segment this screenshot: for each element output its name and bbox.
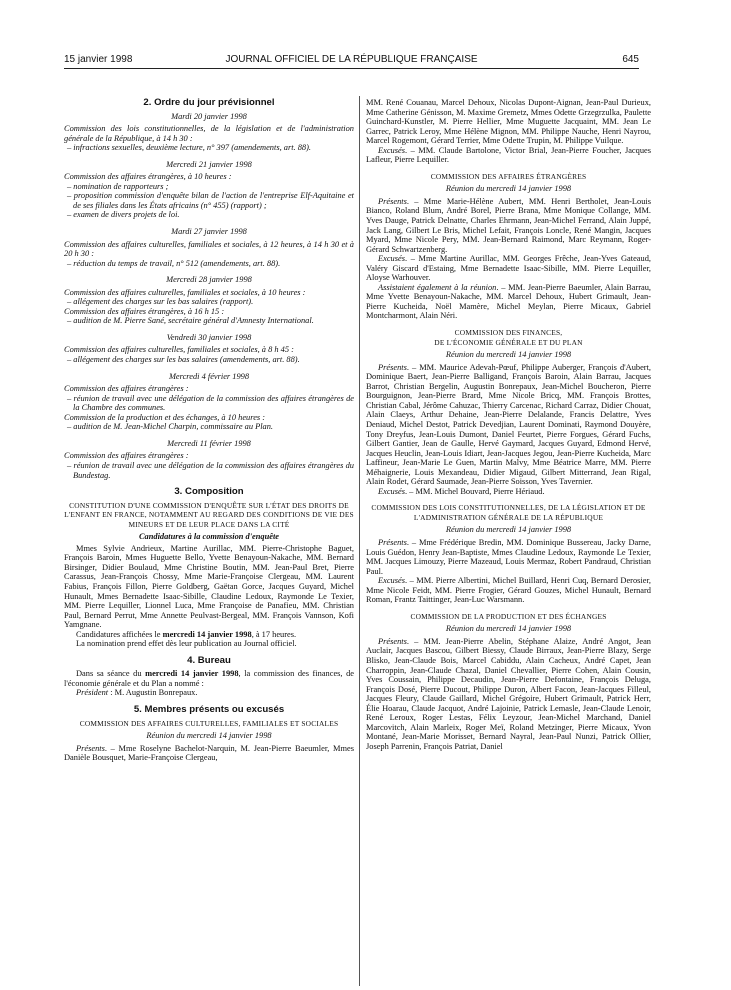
excused-list: . – MM. Claude Bartolone, Victor Brial, Jean-Pierre Foucher, Jacques Lafleur, Pierre Lequiller. xyxy=(366,145,651,165)
candidates-list: Mmes Sylvie Andrieux, Martine Aurillac, MM. Pierre-Christophe Baguet, François Baroin, Mmes Huguette Bello, Yvette Benayoun-Nakache, MM. Bernard Birsinger, Didier Boulaud, Mme Christine Boutin, MM. Jean-Paul Bret, Pierre Carassus, Jean-François Chossy, Mme Marie-Françoise Clergeau, MM. Laurent Fabius, François Fillon, Pierre Goldberg, Gaëtan Gorce, Jacques Guyard, Michel Hunault, Mmes Bernadette Isaac-Sibille, Claudine Ledoux, Raymonde Le Texier, MM. Pierre Lequiller, Lionnel Luca, Mme Françoise de Panafieu, MM. Christian Paul, Bernard Perrut, Mme Annette Peulvast-Bergeal, MM. François Vannson, Kofi Yamgnane. xyxy=(64,543,354,630)
section-title-bureau: 4. Bureau xyxy=(187,654,231,666)
meeting-date: Réunion du mercredi 14 janvier 1998 xyxy=(146,731,272,741)
agenda-item: – allégement des charges sur les bas salaires (amendements, art. 88). xyxy=(67,355,300,365)
agenda-item: – proposition commission d'enquête bilan de l'action de l'entreprise Elf-Aquitaine et de ses filiales dans les États africains (n° 455) (rapport) ; xyxy=(67,191,354,210)
agenda-date: Mercredi 28 janvier 1998 xyxy=(166,275,252,285)
bureau-text xyxy=(64,669,354,688)
present-members xyxy=(64,744,354,763)
agenda-item: – infractions sexuelles, deuxième lecture, n° 397 (amendements, art. 88). xyxy=(67,143,311,153)
agenda-item: – allégement des charges sur les bas salaires (rapport). xyxy=(67,297,254,307)
nomination-notice: La nomination prend effet dès leur publication au Journal officiel. xyxy=(76,639,297,649)
present-members-continued: MM. René Couanau, Marcel Dehoux, Nicolas Dupont-Aignan, Jean-Paul Durieux, Mme Catherine Génisson, M. Maxime Gremetz, Mmes Odette Grzegrzulka, Paulette Guinchard-Kunstler, M. Pierre Hellier, Mme Muguette Jacquaint, MM. Jean Le Garrec, Patrick Leroy, Mme Hélène Mignon, MM. Philippe Nauche, Henri Nayrou, Marcel Rogemont, Gérard Terrier, Mme Odette Trupin, M. Philippe Vuilque. xyxy=(366,98,651,146)
commission-title: COMMISSION DES AFFAIRES ÉTRANGÈRES xyxy=(430,171,587,181)
present-members xyxy=(366,538,651,576)
agenda-commission: Commission des affaires culturelles, familiales et sociales, à 8 h 45 : xyxy=(64,345,294,355)
meeting-date: Réunion du mercredi 14 janvier 1998 xyxy=(445,350,572,360)
excused-list: . – Mme Martine Aurillac, MM. Georges Frêche, Jean-Yves Gateaud, Valéry Giscard d'Estaing, Mme Bernadette Isaac-Sibille, MM. Pierre Lequiller, Aloyse Warhouver. xyxy=(366,254,651,283)
candidatures-notice xyxy=(64,630,354,640)
agenda-commission: Commission des affaires étrangères : xyxy=(64,451,189,461)
commission-title: COMMISSION DE LA PRODUCTION ET DES ÉCHANGES xyxy=(410,611,607,621)
meeting-date: Réunion du mercredi 14 janvier 1998 xyxy=(445,624,572,634)
bureau-text-a: Dans sa séance du xyxy=(76,669,146,679)
page-header xyxy=(64,52,639,68)
agenda-date: Mercredi 4 février 1998 xyxy=(168,371,250,381)
agenda-item: – réunion de travail avec une délégation de la commission des affaires étrangères de la Chambre des communes. xyxy=(67,393,354,413)
present-members xyxy=(366,637,651,752)
commission-title-line2: DE L'ÉCONOMIE GÉNÉRALE ET DU PLAN xyxy=(434,337,583,347)
section-title-members: 5. Membres présents ou excusés xyxy=(133,703,285,715)
excused-label: Excusés xyxy=(378,576,405,586)
excused-members xyxy=(366,254,651,283)
agenda-date: Mardi 27 janvier 1998 xyxy=(171,227,247,237)
section-title-agenda: 2. Ordre du jour prévisionnel xyxy=(143,97,275,108)
present-label: Présents xyxy=(76,743,105,753)
agenda-date: Mardi 20 janvier 1998 xyxy=(171,111,247,121)
notice-text: Candidatures affichées le xyxy=(76,629,163,639)
president-name: : M. Augustin Bonrepaux. xyxy=(108,688,198,698)
agenda-commission: Commission des affaires culturelles, familiales et sociales, à 10 heures : xyxy=(64,287,306,297)
header-date: 15 janvier 1998 xyxy=(64,54,133,65)
excused-label: Excusés xyxy=(378,486,405,496)
agenda-date: Mercredi 11 février 1998 xyxy=(167,438,251,448)
bureau-president xyxy=(64,688,354,698)
present-list: . – Mme Marie-Hélène Aubert, MM. Henri Bertholet, Jean-Louis Bianco, Roland Blum, André Borel, Pierre Brana, Mme Monique Collange, MM. Yves Dauge, Patrick Delnatte, Charles Ehrmann, Jean-Michel Ferrand, Alain Juppé, Jack Lang, Gilbert Le Bris, Michel Lefait, François Loncle, René Mangin, Jacques Myard, Mme Nicole Pery, MM. Jean-Bernard Raimond, Marc Reymann, Roger-Gérard Schwartzenberg. xyxy=(366,196,651,254)
present-label: Présents xyxy=(378,636,407,646)
agenda-commission: Commission des affaires culturelles, familiales et sociales, à 12 heures, à 14 h 30 et à 20 h 30 : xyxy=(64,239,354,259)
present-list: . – Mme Roselyne Bachelot-Narquin, M. Jean-Pierre Baeumler, Mmes Danièle Bousquet, Marie-Françoise Clergeau, xyxy=(64,743,354,763)
left-column xyxy=(64,98,354,763)
meeting-date: Réunion du mercredi 14 janvier 1998 xyxy=(445,525,572,535)
commission-title: COMMISSION DES AFFAIRES CULTURELLES, FAMILIALES ET SOCIALES xyxy=(79,718,339,728)
bureau-date: mercredi 14 janvier 1998 xyxy=(145,669,239,679)
agenda-commission: Commission des lois constitutionnelles, de la législation et de l'administration générale de la République, à 14 h 30 : xyxy=(64,124,354,143)
agenda-commission: Commission de la production et des échanges, à 10 heures : xyxy=(64,412,266,422)
header-page-number: 645 xyxy=(622,54,639,65)
excused-label: Excusés xyxy=(378,145,405,155)
attending-members xyxy=(366,283,651,321)
commission-title: CONSTITUTION D'UNE COMMISSION D'ENQUÊTE SUR L'ÉTAT DES DROITS DE L'ENFANT EN FRANCE, NOTAMMENT AU REGARD DES CONDITIONS DE VIE DES MINEURS ET DE LEUR PLACE DANS LA CITÉ xyxy=(64,500,354,529)
excused-list: . – MM. Pierre Albertini, Michel Buillard, Henri Cuq, Bernard Derosier, Mme Nicole Feidt, MM. Pierre Frogier, Gérard Gouzes, Michel Hunault, Bernard Roman, Frantz Taittinger, Jean-Luc Warsmann. xyxy=(366,576,651,605)
agenda-date: Vendredi 30 janvier 1998 xyxy=(166,332,252,342)
commission-title: COMMISSION DES FINANCES, xyxy=(454,328,563,338)
present-label: Présents xyxy=(378,362,407,372)
excused-members xyxy=(366,576,651,605)
agenda-item: – audition de M. Jean-Michel Charpin, commissaire au Plan. xyxy=(67,422,274,432)
present-label: Présents xyxy=(378,196,407,206)
commission-title: COMMISSION DES LOIS CONSTITUTIONNELLES, DE LA LÉGISLATION ET DE L'ADMINISTRATION GÉNÉRALE DE LA RÉPUBLIQUE xyxy=(371,503,646,522)
column-divider xyxy=(359,96,360,986)
present-label: Présents xyxy=(378,537,407,547)
agenda-item: – audition de M. Pierre Sané, secrétaire général d'Amnesty International. xyxy=(67,316,314,326)
present-members xyxy=(366,197,651,254)
present-members xyxy=(366,363,651,487)
agenda-date: Mercredi 21 janvier 1998 xyxy=(166,159,252,169)
present-list: . – MM. Jean-Pierre Abelin, Stéphane Alaize, André Angot, Jean Auclair, Jacques Bascou, Gilbert Biessy, Claude Birraux, Jean-Pierre Blazy, Serge Blisko, Jean-Claude Bois, Marcel Cabiddu, Alain Cacheux, André Capet, Jean Charroppin, Jean-Claude Chazal, Daniel Chevallier, Pierre Cohen, Alain Cousin, Yves Coussain, Philippe Decaudin, Jean-Pierre Defontaine, François Deluga, François Dosé, Pierre Ducout, Philippe Duron, Albert Facon, Jean-Jacques Filleul, Jacques Fleury, Claude Gaillard, Michel Grégoire, Hubert Grimault, Patrick Herr, Élie Hoarau, Claude Jacquot, André Lajoinie, Patrick Lemasle, Jean-Claude Lenoir, René Leroux, Roger Lestas, Félix Leyzour, Jean-Michel Marchand, Daniel Marcovitch, Alain Marleix, Roger Meï, Roland Metzinger, Pierre Micaux, Yvon Montané, Jean-Marie Morisset, Bernard Nayral, Jean-Paul Nunzi, Patrick Ollier, Joseph Parrenin, François Patriat, Daniel xyxy=(366,636,651,751)
header-rule xyxy=(64,68,639,69)
excused-members xyxy=(366,487,651,497)
bureau-text-c: , la commission des finances, de l'économie générale et du Plan a nommé : xyxy=(64,669,354,688)
excused-members xyxy=(366,146,651,165)
attending-label: Assistaient également à la réunion xyxy=(378,282,497,292)
president-label: Président xyxy=(76,688,109,698)
agenda-item: – réduction du temps de travail, n° 512 (amendements, art. 88). xyxy=(67,258,281,268)
agenda-item: – examen de divers projets de loi. xyxy=(67,210,180,220)
agenda-commission: Commission des affaires étrangères, à 16 h 15 : xyxy=(64,306,225,316)
present-list: . – Mme Frédérique Bredin, MM. Dominique Bussereau, Jacky Darne, Louis Guédon, Henry Jean-Baptiste, Mmes Claudine Ledoux, Raymonde Le Texier, MM. Jacques Limouzy, Pierre Mazeaud, Louis Mermaz, Robert Pandraud, Christian Paul. xyxy=(366,537,651,576)
meeting-date: Réunion du mercredi 14 janvier 1998 xyxy=(445,184,572,194)
candidatures-subtitle: Candidatures à la commission d'enquête xyxy=(138,532,280,542)
header-journal-title: JOURNAL OFFICIEL DE LA RÉPUBLIQUE FRANÇAISE xyxy=(225,54,478,65)
agenda-commission: Commission des affaires étrangères, à 10 heures : xyxy=(64,172,232,182)
attending-list: . – MM. Jean-Pierre Baeumler, Alain Barrau, Mme Yvette Benayoun-Nakache, MM. Marcel Dehoux, Hubert Grimault, Jean-Pierre Kucheida, Noël Mamère, Michel Meylan, Pierre Micaux, Gabriel Montcharmont, Alain Néri. xyxy=(366,282,651,321)
agenda-commission: Commission des affaires étrangères : xyxy=(64,384,189,394)
excused-list: . – MM. Michel Bouvard, Pierre Hériaud. xyxy=(404,486,545,496)
right-column xyxy=(366,98,651,751)
agenda-item: – réunion de travail avec une délégation de la commission des affaires étrangères du Bundestag. xyxy=(67,460,354,480)
section-title-composition: 3. Composition xyxy=(174,486,244,498)
agenda-item: – nomination de rapporteurs ; xyxy=(67,181,169,191)
excused-label: Excusés xyxy=(378,254,405,264)
notice-date: mercredi 14 janvier 1998 xyxy=(162,629,252,639)
present-list: . – MM. Maurice Adevah-Pœuf, Philippe Auberger, François d'Aubert, Dominique Baert, Jean-Pierre Balligand, François Baroin, Alain Barrau, Jacques Barrot, Christian Bergelin, Augustin Bonrepaux, Jean-Michel Boucheron, Pierre Bourguignon, Jean-Pierre Brard, Mme Nicole Bricq, MM. François Brottes, Christian Cabal, Jérôme Cahuzac, Thierry Carcenac, Richard Carraz, Didier Chouat, Alain Claeys, Arthur Dehaine, Jean-Pierre Delalande, Francis Delattre, Yves Deniaud, Michel Destot, Patrick Devedjian, Laurent Dominati, Raymond Douyère, Tony Dreyfus, Jean-Louis Dumont, Daniel Feurtet, Pierre Forgues, Gérard Fuchs, Gilbert Gantier, Jean de Gaulle, Hervé Gaymard, Jacques Guyard, Edmond Hervé, Jacques Heuclin, Jean-Louis Idiart, Jean-Jacques Jegou, Jean-Pierre Kucheida, Marc Laffineur, Jean-Marie Le Guen, Martin Malvy, Mme Béatrice Marre, MM. Pierre Méhaignerie, Louis Mexandeau, Didier Migaud, Gilbert Mitterrand, Jean Rigal, Alain Rodet, Gérard Saumade, Jean-Pierre Soisson, Yves Tavernier. xyxy=(366,362,651,487)
notice-time: , à 17 heures. xyxy=(251,629,297,639)
